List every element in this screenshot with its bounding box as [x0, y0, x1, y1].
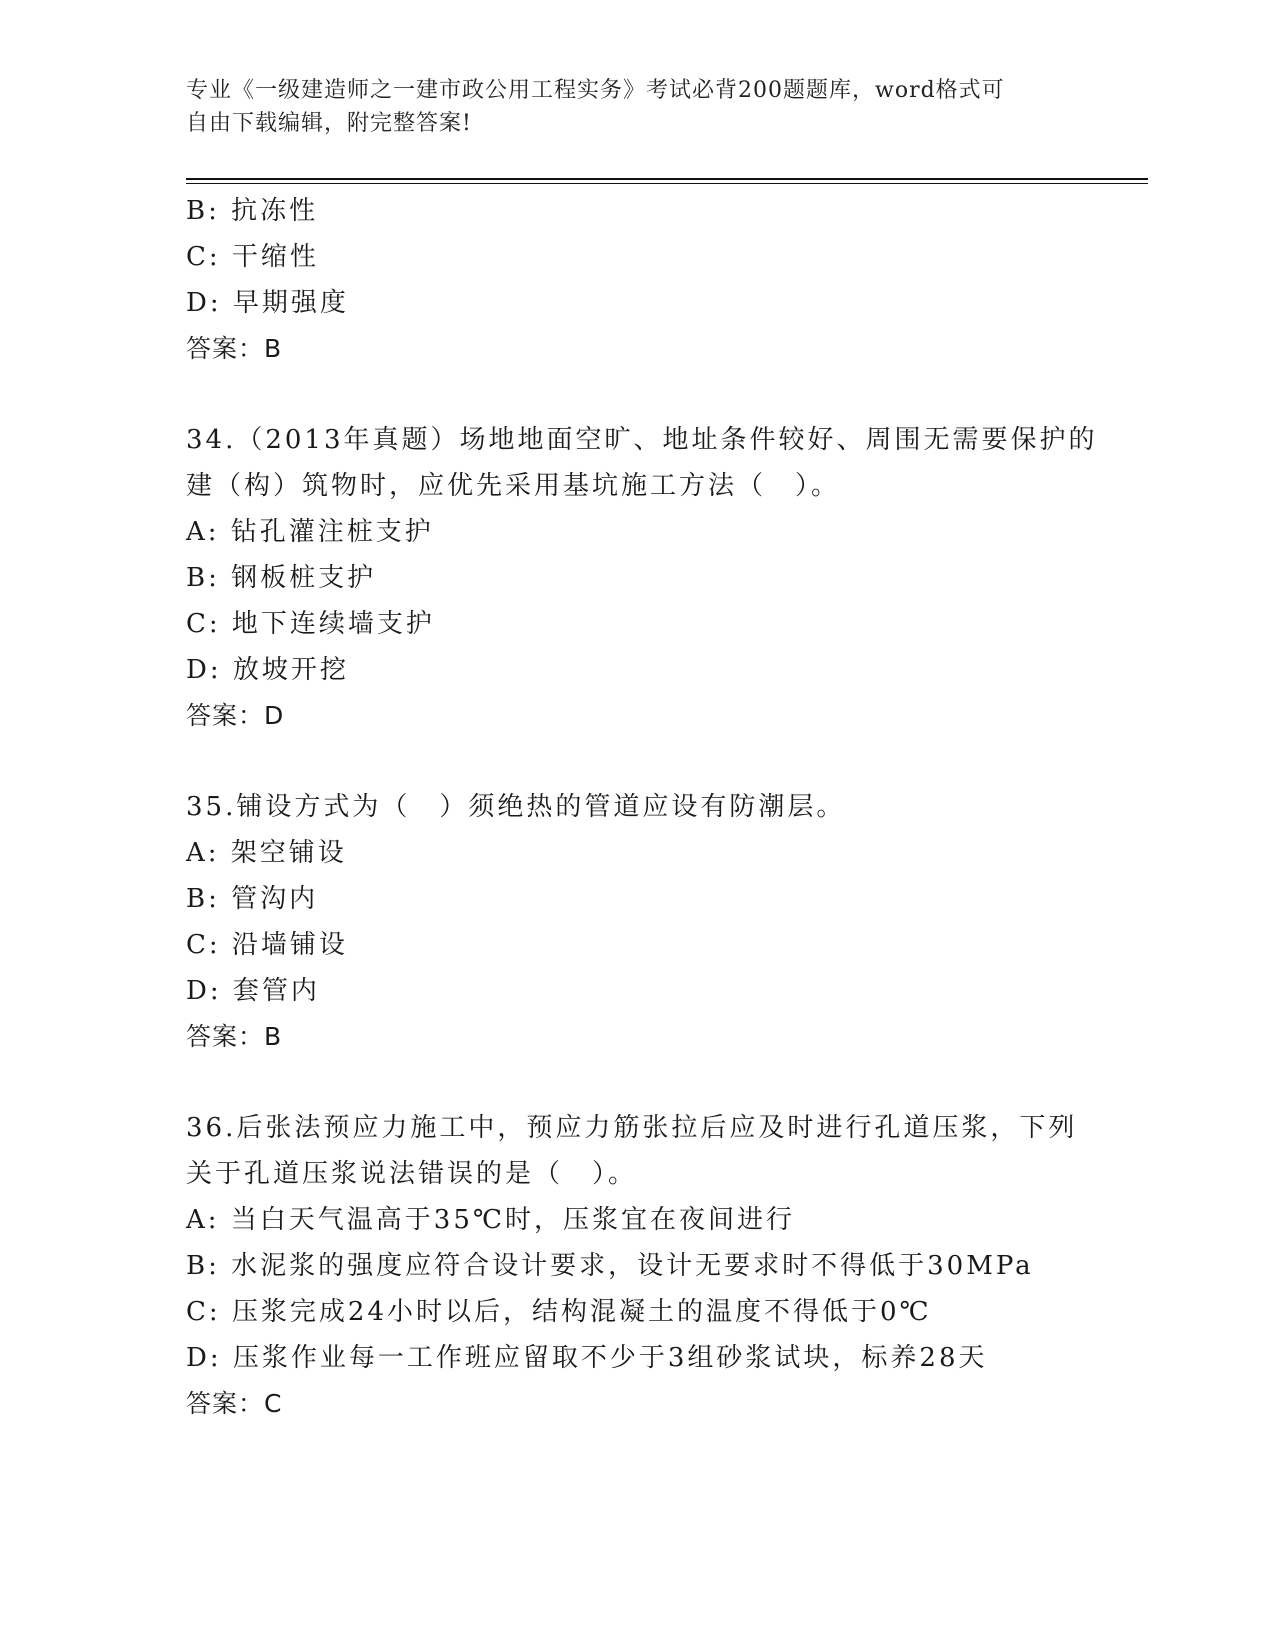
option-d: D: 套管内: [186, 976, 320, 1006]
answer-line: 答案：B: [186, 1022, 283, 1051]
answer-line: 答案：B: [186, 334, 283, 363]
answer-line: 答案：C: [186, 1389, 283, 1418]
header-rule-thin: [186, 183, 1148, 184]
header-rule-thick: [186, 178, 1148, 180]
option-b: B: 抗冻性: [186, 196, 319, 226]
option-c: C: 干缩性: [186, 242, 319, 272]
option-d: D: 早期强度: [186, 288, 349, 318]
question-stem-line: 36.后张法预应力施工中，预应力筋张拉后应及时进行孔道压浆，下列: [186, 1113, 1078, 1143]
header-line-2: 自由下载编辑，附完整答案!: [186, 111, 472, 136]
question-stem-line: 35.铺设方式为（ ）须绝热的管道应设有防潮层。: [186, 792, 846, 822]
option-b: B: 水泥浆的强度应符合设计要求，设计无要求时不得低于30MPa: [186, 1251, 1034, 1281]
question-36: [186, 1105, 1106, 1427]
option-c: C: 地下连续墙支护: [186, 609, 435, 639]
option-b: B: 钢板桩支护: [186, 563, 377, 593]
continued-question: [186, 188, 1106, 372]
question-34: [186, 417, 1106, 739]
document-header: [186, 74, 1086, 140]
option-a: A: 当白天气温高于35℃时，压浆宜在夜间进行: [186, 1205, 795, 1235]
question-content: [186, 188, 1106, 1427]
header-line-1: 专业《一级建造师之一建市政公用工程实务》考试必背200题题库，word格式可: [186, 78, 1005, 103]
question-35: [186, 784, 1106, 1060]
option-b: B: 管沟内: [186, 884, 319, 914]
question-stem-line: 关于孔道压浆说法错误的是（ ）。: [186, 1159, 638, 1189]
option-d: D: 压浆作业每一工作班应留取不少于3组砂浆试块，标养28天: [186, 1343, 988, 1373]
option-d: D: 放坡开挖: [186, 655, 349, 685]
option-c: C: 沿墙铺设: [186, 930, 348, 960]
option-c: C: 压浆完成24小时以后，结构混凝土的温度不得低于0℃: [186, 1297, 932, 1327]
answer-line: 答案：D: [186, 701, 285, 730]
option-a: A: 架空铺设: [186, 838, 347, 868]
option-a: A: 钻孔灌注桩支护: [186, 517, 434, 547]
question-stem-line: 建（构）筑物时，应优先采用基坑施工方法（ ）。: [186, 471, 841, 501]
question-stem-line: 34.（2013年真题）场地地面空旷、地址条件较好、周围无需要保护的: [186, 425, 1098, 455]
